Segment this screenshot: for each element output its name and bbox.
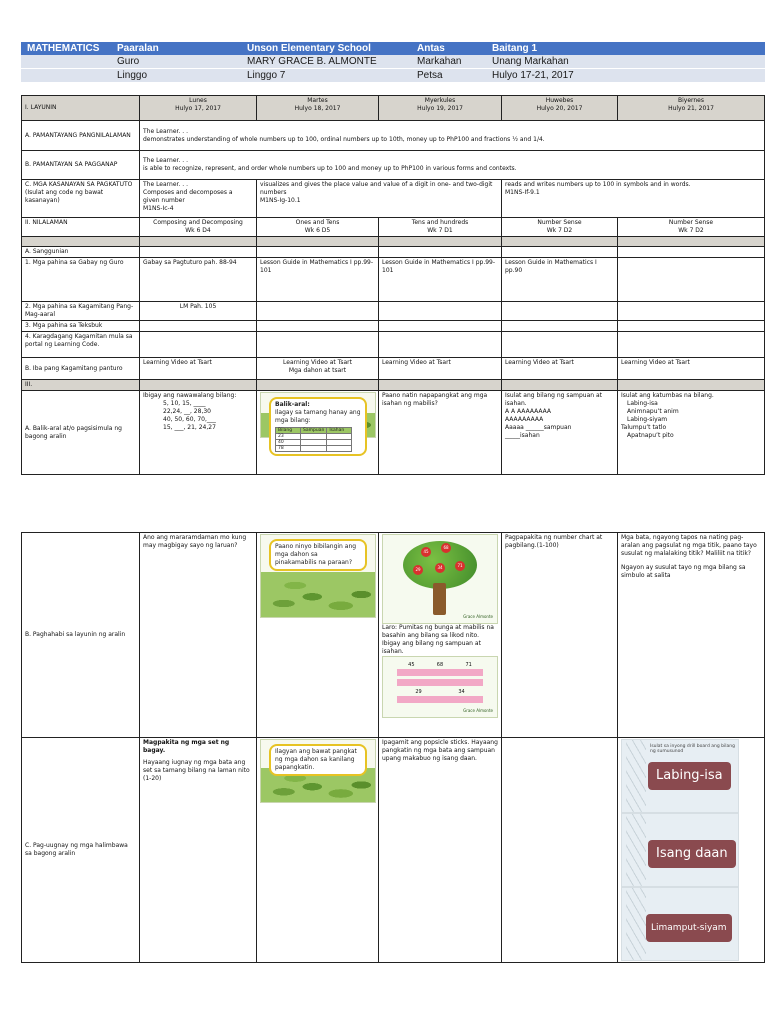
kasanayan-label: C. MGA KASANAYAN SA PAGKATUTO (Isulat ang code ng bawat kasanayan) <box>22 180 140 218</box>
lesson-plan-table-1 <box>21 95 765 475</box>
balik-aral-col3: Paano natin napapangkat ang mga isahan ng mabilis? <box>379 391 502 475</box>
paghahabi-row <box>22 533 765 738</box>
guro-label: Guro <box>111 55 241 69</box>
teksbuk-label: 3. Mga pahina sa Teksbuk <box>22 321 140 332</box>
karagdagang-row <box>22 332 765 358</box>
slide-mini-table: Bilang Sampuan Isahan 23 40 78 <box>275 427 352 452</box>
paghahabi-slide <box>260 534 376 618</box>
iba-pang-cell: Learning Video at Tsart Mga dahon at tsart <box>257 358 379 380</box>
pagganap-label: B. PAMANTAYAN SA PAGGANAP <box>22 151 140 180</box>
antas-label: Antas <box>411 42 486 55</box>
iba-pang-row <box>22 358 765 380</box>
date-value: Hulyo 17-21, 2017 <box>486 69 765 83</box>
nilalaman-label: II. NILALAMAN <box>22 218 140 237</box>
tree-image <box>382 534 498 624</box>
kagamitang-row <box>22 302 765 321</box>
iba-pang-cell: Learning Video at Tsart <box>618 358 765 380</box>
pamamaraan-label: III. <box>22 380 140 391</box>
gabay-cell <box>618 258 765 302</box>
gabay-cell: Lesson Guide in Mathematics I pp.99-101 <box>379 258 502 302</box>
pag-uugnay-row <box>22 738 765 963</box>
signature: Grace Almonte <box>463 614 493 619</box>
laro-text: Laro: Pumitas ng bunga at mabilis na basahin ang bilang sa likod nito. Ibigay ang bilang ng sampuan at isahan. <box>382 624 494 655</box>
fruit[interactable]: 71 <box>455 561 465 571</box>
pag-uugnay-col3: Ipagamit ang popsicle sticks. Hayaang pangkatin ng mga bata ang sampuan upang makabuo ng isang daan. <box>379 738 502 963</box>
kagamitang-cell: LM Pah. 105 <box>140 302 257 321</box>
layunin-label: I. LAYUNIN <box>22 96 140 121</box>
gabay-cell: Lesson Guide in Mathematics I pp.99-101 <box>257 258 379 302</box>
kasanayan-col23: visualizes and gives the place value and value of a digit in one- and two-digit numbers M1NS-Ig-10.1 <box>257 180 502 218</box>
fruit[interactable]: 29 <box>413 565 423 575</box>
pamamaraan-row <box>22 380 765 391</box>
balik-aral-slide <box>260 392 376 451</box>
gabay-row <box>22 258 765 302</box>
gabay-cell: Lesson Guide in Mathematics I pp.90 <box>502 258 618 302</box>
card-label: Labing-isa <box>648 762 731 790</box>
pagganap-row <box>22 151 765 180</box>
grade-level: Baitang 1 <box>486 42 765 55</box>
nilalaman-row <box>22 218 765 237</box>
paghahabi-col5: Mga bata, ngayong tapos na nating pag-aralan ang pagsulat ng mga titik, paano tayo susulat ng malalaking titik? Maliliit na titik? Ngayon ay susulat tayo ng mga bilang sa simbulo at salita <box>618 533 765 738</box>
paghahabi-label: B. Paghahabi sa layunin ng aralin <box>22 533 140 738</box>
subject-label: MATHEMATICS <box>21 42 111 55</box>
kasanayan-row <box>22 180 765 218</box>
paghahabi-col4: Pagpapakita ng number chart at pagbilang.(1-100) <box>502 533 618 738</box>
paghahabi-col1: Ano ang mararamdaman mo kung may magbigay sayo ng laruan? <box>140 533 257 738</box>
header-row-3 <box>21 69 765 83</box>
week-value: Linggo 7 <box>241 69 411 83</box>
slide-bubble: Balik-aral: Ilagay sa tamang hanay ang mga bilang: Bilang Sampuan Isahan 23 40 78 <box>269 397 367 456</box>
number-word-card: Isulat sa inyong drill board ang bilang ng sumusunod Labing-isa <box>621 739 739 813</box>
balik-aral-label: A. Balik-aral at/o pagsisimula ng bagong aralin <box>22 391 140 475</box>
balik-aral-col2 <box>257 391 379 475</box>
teksbuk-row <box>22 321 765 332</box>
quarter-value: Unang Markahan <box>486 55 765 69</box>
petsa-label: Petsa <box>411 69 486 83</box>
number-word-card <box>621 813 739 887</box>
card-label: Limamput-siyam <box>646 914 732 942</box>
iba-pang-label: B. Iba pang Kagamitang panturo <box>22 358 140 380</box>
number-board-image: 45 68 71 29 34 Grace Almonte <box>382 656 498 718</box>
markahan-label: Markahan <box>411 55 486 69</box>
nilalaman-cell: Ones and Tens Wk 6 D5 <box>257 218 379 237</box>
pamantayang-label: A. PAMANTAYANG PANGNILALAMAN <box>22 121 140 151</box>
kagamitang-label: 2. Mga pahina sa Kagamitang Pang-Mag-aaral <box>22 302 140 321</box>
day-header: Lunes Hulyo 17, 2017 <box>140 96 257 121</box>
nilalaman-cell: Number Sense Wk 7 D2 <box>502 218 618 237</box>
card-label: Isang daan <box>648 840 736 868</box>
lesson-plan-table-2 <box>21 532 765 963</box>
sanggunian-label: A. Sanggunian <box>22 247 140 258</box>
nilalaman-cell: Number Sense Wk 7 D2 <box>618 218 765 237</box>
fruit[interactable]: 45 <box>421 547 431 557</box>
iba-pang-cell: Learning Video at Tsart <box>502 358 618 380</box>
paghahabi-col3 <box>379 533 502 738</box>
karagdagang-label: 4. Karagdagang Kagamitan mula sa portal ng Learning Code. <box>22 332 140 358</box>
balik-aral-col5: Isulat ang katumbas na bilang. Labing-isa Animnapu’t anim Labing-siyam Talumpu’t tatlo Apatnapu’t pito <box>618 391 765 475</box>
day-header: Huwebes Hulyo 20, 2017 <box>502 96 618 121</box>
separator-row <box>22 237 765 247</box>
gabay-label: 1. Mga pahina sa Gabay ng Guro <box>22 258 140 302</box>
linggo-label: Linggo <box>111 69 241 83</box>
header-row-2 <box>21 55 765 69</box>
paaralan-label: Paaralan <box>111 42 241 55</box>
sanggunian-row <box>22 247 765 258</box>
gabay-cell: Gabay sa Pagtuturo pah. 88-94 <box>140 258 257 302</box>
fruit[interactable]: 34 <box>435 563 445 573</box>
balik-aral-col4: Isulat ang bilang ng sampuan at isahan. A A AAAAAAAA AAAAAAAAA Aaaaa ______sampuan _____isahan <box>502 391 618 475</box>
paghahabi-col2 <box>257 533 379 738</box>
pag-uugnay-col5 <box>618 738 765 963</box>
header-row-1 <box>21 42 765 55</box>
pag-uugnay-col4 <box>502 738 618 963</box>
pagganap-text: The Learner. . . is able to recognize, represent, and order whole numbers up to 100 and money up to PhP100 in various forms and contexts. <box>140 151 765 180</box>
day-header: Biyernes Hulyo 21, 2017 <box>618 96 765 121</box>
kasanayan-col45: reads and writes numbers up to 100 in symbols and in words. M1NS-If-9.1 <box>502 180 765 218</box>
day-header-row <box>22 96 765 121</box>
school-name: Unson Elementary School <box>241 42 411 55</box>
iba-pang-cell: Learning Video at Tsart <box>140 358 257 380</box>
pag-uugnay-col1: Magpakita ng mga set ng bagay. Hayaang iugnay ng mga bata ang set sa tamang bilang na laman nito (1-20) <box>140 738 257 963</box>
slide-bubble: Ilagyan ang bawat pangkat ng mga dahon sa kanilang papangkatin. <box>269 744 367 776</box>
fruit[interactable]: 68 <box>441 543 451 553</box>
pamantayang-row <box>22 121 765 151</box>
teacher-name: MARY GRACE B. ALMONTE <box>241 55 411 69</box>
slide-bubble: Paano ninyo bibilangin ang mga dahon sa pinakamabilis na paraan? <box>269 539 367 571</box>
pag-uugnay-label: C. Pag-uugnay ng mga halimbawa sa bagong aralin <box>22 738 140 963</box>
header-info-table <box>21 42 765 82</box>
pamantayang-text: The Learner. . . demonstrates understanding of whole numbers up to 100, ordinal numbers up to 10th, money up to PhP100 and fractions ½ and 1/4. <box>140 121 765 151</box>
pag-uugnay-col2 <box>257 738 379 963</box>
nilalaman-cell: Tens and hundreds Wk 7 D1 <box>379 218 502 237</box>
day-header: Myerkules Hulyo 19, 2017 <box>379 96 502 121</box>
day-header: Martes Hulyo 18, 2017 <box>257 96 379 121</box>
number-word-card <box>621 887 739 961</box>
nilalaman-cell: Composing and Decomposing Wk 6 D4 <box>140 218 257 237</box>
balik-aral-row <box>22 391 765 475</box>
iba-pang-cell: Learning Video at Tsart <box>379 358 502 380</box>
pag-uugnay-slide <box>260 739 376 803</box>
kasanayan-col1: The Learner. . . Composes and decomposes a given number M1NS-Ic-4 <box>140 180 257 218</box>
balik-aral-col1: Ibigay ang nawawalang bilang: 5, 10, 15, ____ 22,24, __, 28,30 40, 50, 60, 70,___ 15, ___, 21, 24,27 <box>140 391 257 475</box>
